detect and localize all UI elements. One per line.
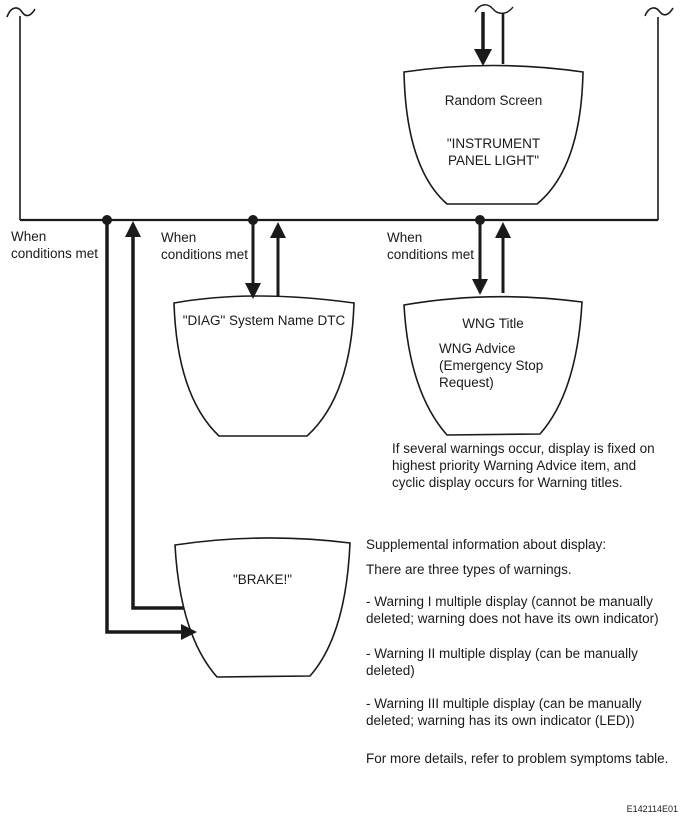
wng-down-arrowhead-icon [472, 279, 488, 295]
diag-junction-dot [248, 215, 258, 225]
when-conditions-label-3 [387, 229, 474, 263]
supplemental-more-details: For more details, refer to problem symptoms table. [366, 751, 669, 766]
random-screen-label-line1: "INSTRUMENT [446, 136, 541, 151]
supplemental-warning1 [366, 593, 659, 627]
when-conditions-label-2 [161, 229, 248, 263]
right-break-squiggle-icon [645, 8, 673, 16]
warning2-line2: deleted) [366, 663, 415, 678]
brake-screen-shape [175, 538, 350, 677]
when-label-line1: When [387, 230, 423, 245]
diag-screen-label: "DIAG" System Name DTC [182, 313, 346, 328]
note-line1: If several warnings occur, display is fixed on [392, 441, 655, 456]
diag-up-arrowhead-icon [270, 222, 286, 238]
random-screen-label-line2: PANEL LIGHT" [447, 153, 540, 168]
figure-code: E142114E01 [626, 804, 678, 814]
random-screen-label [404, 135, 583, 169]
when-label-line2: conditions met [387, 247, 475, 262]
wng-screen-title: WNG Title [462, 316, 524, 331]
warning1-line1: - Warning I multiple display (cannot be manually [366, 594, 653, 609]
left-break-squiggle-icon [7, 8, 35, 17]
when-label-line2: conditions met [11, 246, 99, 261]
supplemental-warning2 [366, 645, 638, 679]
brake-screen-label: "BRAKE!" [232, 572, 293, 587]
note-line2: highest priority Warning Advice item, and [392, 458, 637, 473]
when-label-line1: When [11, 229, 47, 244]
wng-advice-line2: (Emergency Stop [439, 358, 544, 373]
top-break-squiggle-icon [475, 5, 513, 13]
supplemental-types: There are three types of warnings. [366, 562, 572, 577]
wng-advice-line1: WNG Advice [439, 341, 516, 356]
brake-down-arrow-line [107, 221, 183, 632]
warning3-line1: - Warning III multiple display (can be manually [366, 696, 642, 711]
wng-advice-line3: Request) [439, 375, 494, 390]
brake-up-arrowhead-icon [125, 221, 141, 237]
wng-screen-advice [439, 340, 543, 391]
when-conditions-label-1 [11, 228, 98, 262]
warning1-line2: deleted; warning does not have its own indicator) [366, 611, 659, 626]
multiple-warnings-note [392, 440, 655, 491]
warning2-line1: - Warning II multiple display (can be manually [366, 646, 638, 661]
warning3-line2: deleted; warning has its own indicator (LED)) [366, 713, 635, 728]
wng-junction-dot [475, 215, 485, 225]
when-label-line2: conditions met [161, 247, 249, 262]
random-screen-title: Random Screen [444, 93, 543, 108]
top-down-arrowhead-icon [474, 49, 492, 66]
when-label-line1: When [161, 230, 197, 245]
supplemental-warning3 [366, 695, 642, 729]
supplemental-intro: Supplemental information about display: [366, 537, 607, 552]
note-line3: cyclic display occurs for Warning titles. [392, 475, 623, 490]
brake-junction-dot [102, 215, 112, 225]
wng-up-arrowhead-icon [495, 222, 511, 238]
